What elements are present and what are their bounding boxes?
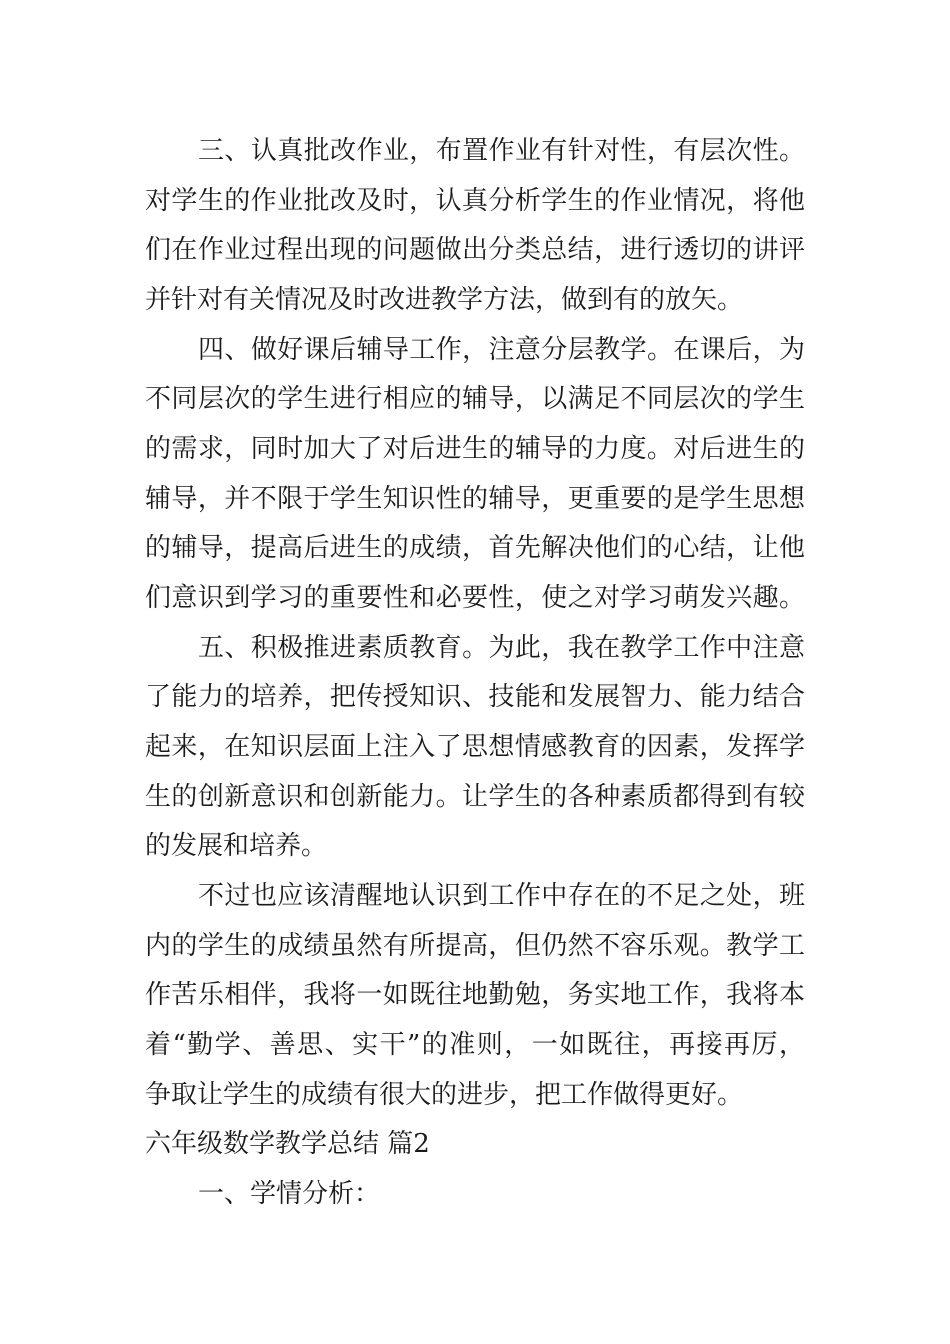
paragraph-line: 并针对有关情况及时改进教学方法，做到有的放矢。 xyxy=(145,285,744,315)
paragraph-line: 作苦乐相伴，我将一如既往地勤勉，务实地工作，我将本 xyxy=(145,980,805,1010)
paragraph-line: 们在作业过程出现的问题做出分类总结，进行透切的讲评 xyxy=(145,235,805,265)
paragraph-line: 的发展和培养。 xyxy=(145,831,328,861)
paragraph-line: 内的学生的成绩虽然有所提高，但仍然不容乐观。教学工 xyxy=(145,931,805,961)
paragraph-line: 四、做好课后辅导工作，注意分层教学。在课后，为 xyxy=(198,335,805,365)
paragraph-line: 不同层次的学生进行相应的辅导，以满足不同层次的学生 xyxy=(145,384,805,414)
paragraph-line: 了能力的培养，把传授知识、技能和发展智力、能力结合 xyxy=(145,682,805,712)
paragraph-line: 们意识到学习的重要性和必要性，使之对学习萌发兴趣。 xyxy=(145,583,805,613)
paragraph-line: 起来，在知识层面上注入了思想情感教育的因素，发挥学 xyxy=(145,732,805,762)
paragraph-line: 的需求，同时加大了对后进生的辅导的力度。对后进生的 xyxy=(145,434,805,464)
paragraph-line: 辅导，并不限于学生知识性的辅导，更重要的是学生思想 xyxy=(145,484,805,514)
paragraph-line: 的辅导，提高后进生的成绩，首先解决他们的心结，让他 xyxy=(145,533,805,563)
paragraph-line: 争取让学生的成绩有很大的进步，把工作做得更好。 xyxy=(145,1080,744,1110)
paragraph-line: 三、认真批改作业，布置作业有针对性，有层次性。 xyxy=(198,136,805,166)
subsection-heading: 一、学情分析： xyxy=(198,1179,381,1209)
section-heading: 六年级数学教学总结 篇2 xyxy=(145,1129,430,1159)
paragraph-line: 对学生的作业批改及时，认真分析学生的作业情况，将他 xyxy=(145,186,805,216)
paragraph-line: 生的创新意识和创新能力。让学生的各种素质都得到有较 xyxy=(145,782,805,812)
paragraph-line: 五、积极推进素质教育。为此，我在教学工作中注意 xyxy=(198,633,805,663)
paragraph-line: 不过也应该清醒地认识到工作中存在的不足之处，班 xyxy=(198,881,805,911)
paragraph-line: 着“勤学、善思、实干”的准则，一如既往，再接再厉， xyxy=(145,1030,805,1060)
